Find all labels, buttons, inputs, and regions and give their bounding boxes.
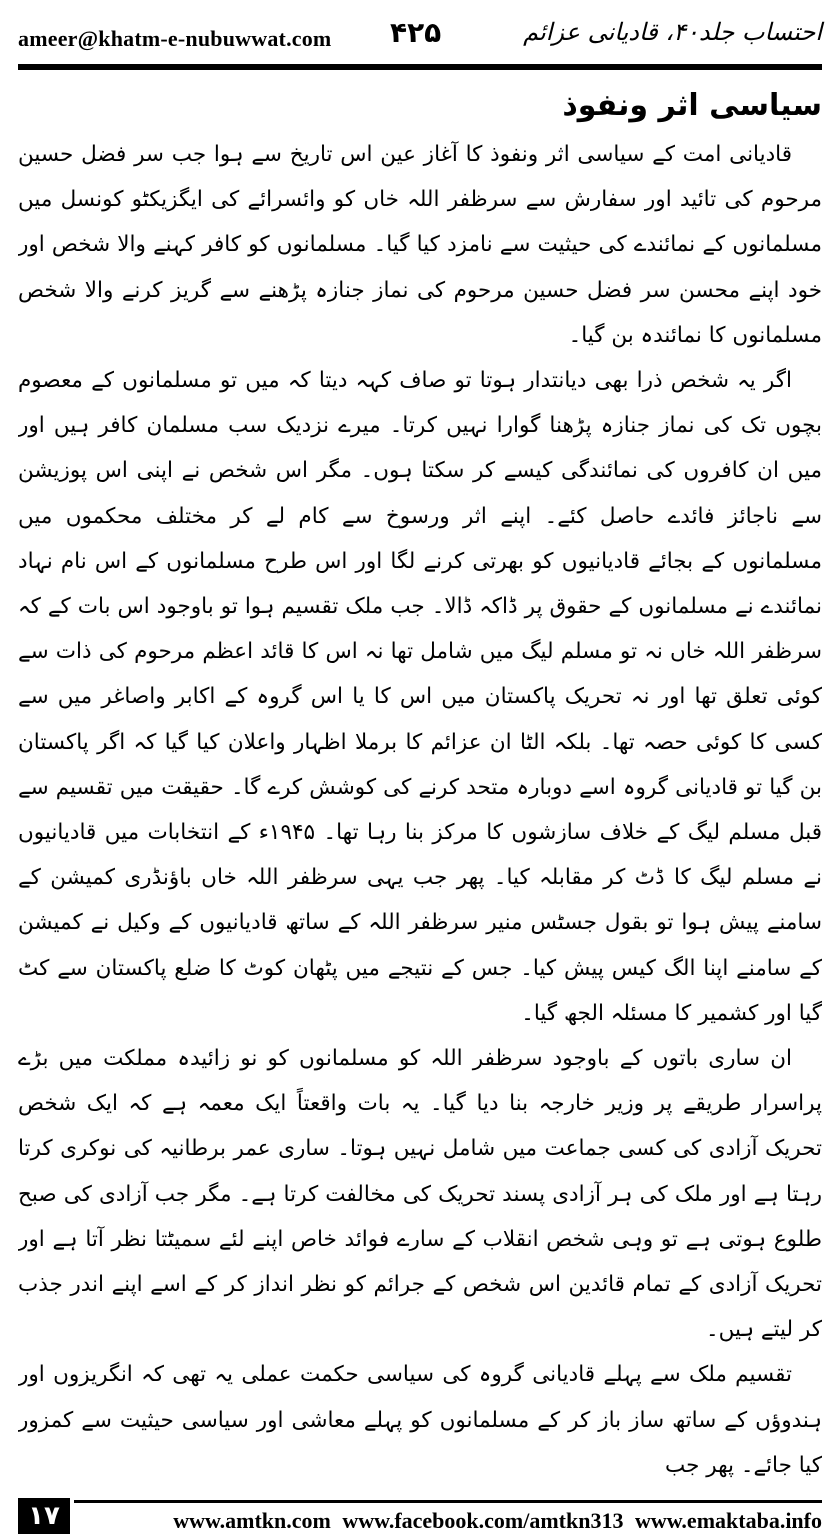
footer-links <box>74 1508 822 1534</box>
footer-divider <box>74 1500 822 1503</box>
paragraph-2: اگر یہ شخص ذرا بھی دیانتدار ہوتا تو صاف کہہ دیتا کہ میں تو مسلمانوں کے معصوم بچوں تک کی نماز جنازہ پڑھنا گوارا نہیں کرتا۔ میرے نزدیک سب مسلمان کافر ہیں اور میں ان کافروں کی نمائندگی کیسے کر سکتا ہوں۔ مگر اس شخص نے اپنی اس پوزیشن سے ناجائز فائدے حاصل کئے۔ اپنے اثر ورسوخ سے کام لے کر مختلف محکموں میں مسلمانوں کے بجائے قادیانیوں کو بھرتی کرنے لگا اور اس طرح مسلمانوں کے اس نام نہاد نمائندے نے مسلمانوں کے حقوق پر ڈاکہ ڈالا۔ جب ملک تقسیم ہوا تو باوجود اس بات کے کہ سرظفر اللہ خاں نہ تو مسلم لیگ میں شامل تھا نہ اس کا قائد اعظم مرحوم کی ذات سے کوئی تعلق تھا اور نہ تحریک پاکستان میں اس کا یا اس گروہ کے اکابر واصاغر میں سے کسی کا کوئی حصہ تھا۔ بلکہ الٹا ان عزائم کا برملا اظہار واعلان کیا گیا کہ اگر پاکستان بن گیا تو قادیانی گروہ اسے دوبارہ متحد کرنے کی کوشش کرے گا۔ حقیقت میں تقسیم سے قبل مسلم لیگ کے خلاف سازشوں کا مرکز بنا رہا تھا۔ ۱۹۴۵ء کے انتخابات میں قادیانیوں نے مسلم لیگ کا ڈٹ کر مقابلہ کیا۔ پھر جب یہی سرظفر اللہ خاں باؤنڈری کمیشن کے سامنے پیش ہوا تو بقول جسٹس منیر سرظفر اللہ کے ساتھ قادیانیوں کے وکیل نے کمیشن کے سامنے اپنا الگ کیس پیش کیا۔ جس کے نتیجے میں پٹھان کوٹ کا ضلع پاکستان سے کٹ گیا اور کشمیر کا مسئلہ الجھ گیا۔ <box>18 368 822 1026</box>
page-number: ۴۲۵ <box>390 16 442 49</box>
footer-link-emaktaba[interactable]: www.emaktaba.info <box>634 1508 822 1533</box>
footer-sheet-number: ۱۷ <box>18 1498 70 1534</box>
header-email[interactable]: ameer@khatm-e-nubuwwat.com <box>18 26 332 51</box>
page-header <box>18 0 822 62</box>
paragraph-3: ان ساری باتوں کے باوجود سرظفر اللہ کو مسلمانوں کو نو زائیدہ مملکت میں بڑے پراسرار طریقے پر وزیر خارجہ بنا دیا گیا۔ یہ بات واقعتاً ایک معمہ ہے کہ ایک شخص تحریک آزادی کی کسی جماعت میں شامل نہیں ہوتا۔ ساری عمر برطانیہ کی نوکری کرتا رہتا ہے اور ملک کی ہر آزادی پسند تحریک کی مخالفت کرتا ہے۔ مگر جب آزادی کی صبح طلوع ہوتی ہے تو وہی شخص انقلاب کے سارے فوائد خاص اپنے لئے سمیٹتا نظر آتا ہے اور تحریک آزادی کے تمام قائدین اس شخص کے جرائم کو نظر انداز کر کے اسے اپنے اندر جذب کر لیتے ہیں۔ <box>18 1046 822 1343</box>
page-content <box>18 78 822 1480</box>
book-title: احتساب جلد۴۰، قادیانی عزائم <box>523 18 822 46</box>
paragraph-4: تقسیم ملک سے پہلے قادیانی گروہ کی سیاسی حکمت عملی یہ تھی کہ انگریزوں اور ہندوؤں کے ساتھ ساز باز کر کے مسلمانوں کو پہلے معاشی اور سیاسی حیثیت سے کمزور کیا جائے۔ پھر جب <box>18 1362 822 1478</box>
footer-link-amtkn[interactable]: www.amtkn.com <box>173 1508 331 1533</box>
paragraph-1: قادیانی امت کے سیاسی اثر ونفوذ کا آغاز عین اس تاریخ سے ہوا جب سر فضل حسین مرحوم کی تائید اور سفارش سے سرظفر اللہ خاں کو وائسرائے کی ایگزیکٹو کونسل میں مسلمانوں کے نمائندے کی حیثیت سے نامزد کیا گیا۔ مسلمانوں کو کافر کہنے والا شخص اور خود اپنے محسن سر فضل حسین مرحوم کی نماز جنازہ پڑھنے سے گریز کرنے والا شخص مسلمانوں کا نمائندہ بن گیا۔ <box>18 142 822 348</box>
header-divider <box>18 64 822 70</box>
footer-link-facebook[interactable]: www.facebook.com/amtkn313 <box>342 1508 624 1533</box>
section-heading: سیاسی اثر ونفوذ <box>562 88 822 123</box>
